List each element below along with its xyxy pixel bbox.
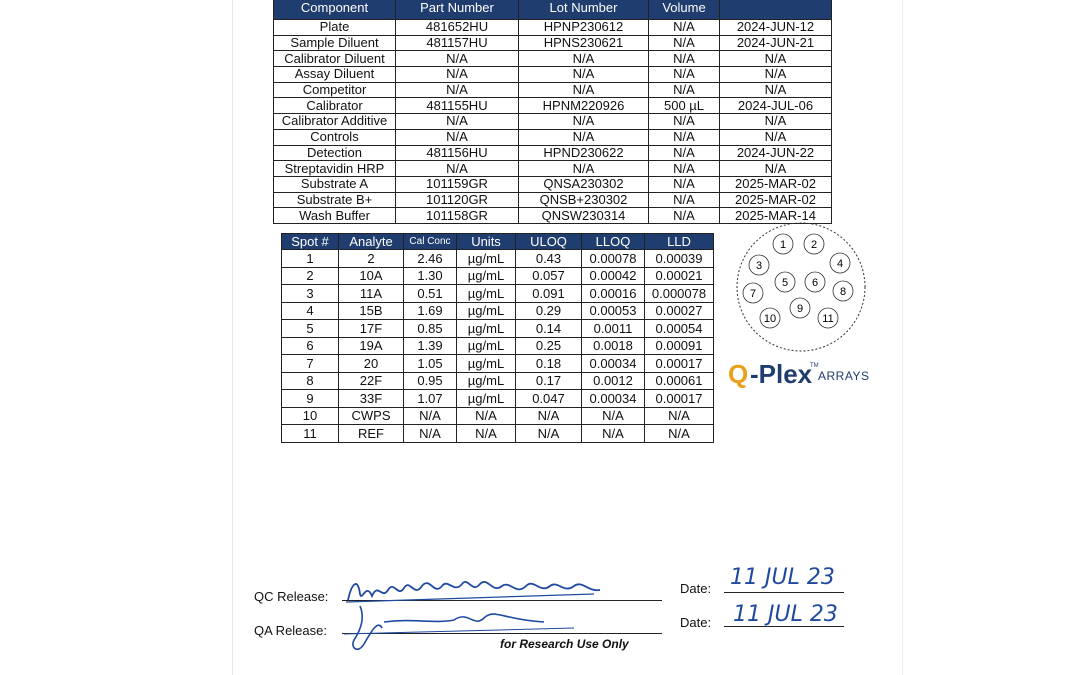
research-use-footer: for Research Use Only bbox=[500, 637, 629, 651]
component-cell: 2025-MAR-14 bbox=[720, 208, 832, 224]
page-right-edge bbox=[902, 0, 903, 675]
component-cell: Streptavidin HRP bbox=[274, 161, 396, 177]
component-cell: N/A bbox=[649, 192, 720, 208]
analyte-cell: µg/mL bbox=[457, 355, 516, 373]
analyte-cell: µg/mL bbox=[457, 250, 516, 268]
analyte-cell: N/A bbox=[457, 407, 516, 425]
component-cell: Sample Diluent bbox=[274, 35, 396, 51]
component-cell: 2024-JUL-06 bbox=[720, 98, 832, 114]
analyte-header-cell: Spot # bbox=[282, 234, 339, 250]
component-row bbox=[274, 35, 832, 51]
analyte-cell: 0.00061 bbox=[645, 372, 714, 390]
analyte-cell: 0.00027 bbox=[645, 302, 714, 320]
component-cell: N/A bbox=[649, 82, 720, 98]
component-cell: N/A bbox=[720, 51, 832, 67]
component-cell: 481155HU bbox=[396, 98, 519, 114]
component-cell: Substrate B+ bbox=[274, 192, 396, 208]
qa-date-handwritten bbox=[733, 597, 843, 629]
component-cell: QNSB+230302 bbox=[519, 192, 649, 208]
q-plex-logo bbox=[728, 359, 888, 389]
analyte-cell: µg/mL bbox=[457, 337, 516, 355]
analyte-header-cell: ULOQ bbox=[516, 234, 582, 250]
component-cell: N/A bbox=[649, 176, 720, 192]
component-cell: N/A bbox=[519, 67, 649, 83]
spot-label: 3 bbox=[755, 260, 763, 272]
analyte-cell: 0.00042 bbox=[582, 267, 645, 285]
qa-date-text: 11 JUL 23 bbox=[733, 602, 838, 627]
analyte-cell: 1.07 bbox=[404, 390, 457, 408]
component-cell: 2024-JUN-12 bbox=[720, 20, 832, 36]
analyte-row bbox=[282, 320, 714, 338]
analyte-cell: 0.0018 bbox=[582, 337, 645, 355]
analyte-row bbox=[282, 337, 714, 355]
component-cell: Controls bbox=[274, 129, 396, 145]
analyte-cell: 20 bbox=[339, 355, 404, 373]
component-cell: 2025-MAR-02 bbox=[720, 176, 832, 192]
analyte-cell: 0.00021 bbox=[645, 267, 714, 285]
analyte-cell: 10A bbox=[339, 267, 404, 285]
analyte-cell: 0.00091 bbox=[645, 337, 714, 355]
analyte-cell: 15B bbox=[339, 302, 404, 320]
component-cell: N/A bbox=[396, 67, 519, 83]
spot-label: 6 bbox=[811, 277, 819, 289]
component-cell: N/A bbox=[519, 82, 649, 98]
analyte-cell: 6 bbox=[282, 337, 339, 355]
date-label-2: Date: bbox=[680, 615, 712, 630]
analyte-cell: µg/mL bbox=[457, 390, 516, 408]
logo-arrays: ARRAYS bbox=[818, 369, 870, 383]
analyte-row bbox=[282, 250, 714, 268]
qa-release-label: QA Release: bbox=[254, 623, 327, 638]
component-cell: Plate bbox=[274, 20, 396, 36]
logo-plex: -Plex bbox=[750, 359, 813, 389]
spot-label: 8 bbox=[839, 286, 847, 298]
qa-signature bbox=[344, 600, 584, 660]
analyte-cell: N/A bbox=[404, 425, 457, 443]
component-header-cell: Volume bbox=[649, 0, 720, 20]
qc-release-label: QC Release: bbox=[254, 589, 329, 604]
component-row bbox=[274, 98, 832, 114]
date-label-1: Date: bbox=[680, 581, 712, 596]
analyte-cell: 0.00016 bbox=[582, 285, 645, 303]
page-left-edge bbox=[232, 0, 233, 675]
component-cell: N/A bbox=[649, 51, 720, 67]
analyte-cell: CWPS bbox=[339, 407, 404, 425]
component-cell: N/A bbox=[720, 82, 832, 98]
component-cell: N/A bbox=[519, 129, 649, 145]
analyte-row bbox=[282, 425, 714, 443]
analyte-cell: 1 bbox=[282, 250, 339, 268]
spot-layout-diagram bbox=[730, 222, 872, 352]
component-cell: Calibrator Diluent bbox=[274, 51, 396, 67]
component-cell: N/A bbox=[649, 145, 720, 161]
analyte-cell: µg/mL bbox=[457, 372, 516, 390]
component-row bbox=[274, 114, 832, 130]
analyte-cell: 10 bbox=[282, 407, 339, 425]
component-cell: N/A bbox=[649, 67, 720, 83]
component-row bbox=[274, 82, 832, 98]
component-row bbox=[274, 176, 832, 192]
component-cell: Calibrator Additive bbox=[274, 114, 396, 130]
component-cell: HPNS230621 bbox=[519, 35, 649, 51]
analyte-header-cell: Units bbox=[457, 234, 516, 250]
analyte-cell: 0.18 bbox=[516, 355, 582, 373]
component-cell: N/A bbox=[396, 129, 519, 145]
analyte-row bbox=[282, 390, 714, 408]
component-row bbox=[274, 192, 832, 208]
analyte-header-cell: LLOQ bbox=[582, 234, 645, 250]
analyte-cell: 0.95 bbox=[404, 372, 457, 390]
component-cell: QNSW230314 bbox=[519, 208, 649, 224]
spot-label: 7 bbox=[749, 288, 757, 300]
component-cell: Substrate A bbox=[274, 176, 396, 192]
analyte-row bbox=[282, 407, 714, 425]
analyte-cell: 0.000078 bbox=[645, 285, 714, 303]
analyte-cell: 0.51 bbox=[404, 285, 457, 303]
analyte-cell: 0.00034 bbox=[582, 390, 645, 408]
analyte-cell: 0.00034 bbox=[582, 355, 645, 373]
spot-label: 10 bbox=[763, 313, 777, 325]
component-cell: Calibrator bbox=[274, 98, 396, 114]
component-cell: 101158GR bbox=[396, 208, 519, 224]
analyte-table bbox=[281, 233, 714, 443]
component-cell: 2024-JUN-21 bbox=[720, 35, 832, 51]
analyte-cell: µg/mL bbox=[457, 320, 516, 338]
analyte-cell: 5 bbox=[282, 320, 339, 338]
analyte-cell: 0.0011 bbox=[582, 320, 645, 338]
analyte-cell: 0.0012 bbox=[582, 372, 645, 390]
component-cell: QNSA230302 bbox=[519, 176, 649, 192]
analyte-cell: 33F bbox=[339, 390, 404, 408]
component-cell: N/A bbox=[720, 129, 832, 145]
component-cell: 481156HU bbox=[396, 145, 519, 161]
component-cell: N/A bbox=[649, 35, 720, 51]
analyte-cell: 0.00078 bbox=[582, 250, 645, 268]
spot-label: 4 bbox=[836, 258, 844, 270]
analyte-cell: 0.091 bbox=[516, 285, 582, 303]
analyte-cell: 3 bbox=[282, 285, 339, 303]
analyte-cell: N/A bbox=[457, 425, 516, 443]
analyte-cell: N/A bbox=[645, 425, 714, 443]
analyte-cell: 0.25 bbox=[516, 337, 582, 355]
component-table-body bbox=[274, 20, 832, 224]
component-cell: N/A bbox=[519, 114, 649, 130]
component-cell: 481652HU bbox=[396, 20, 519, 36]
component-cell: N/A bbox=[649, 161, 720, 177]
spot-label: 11 bbox=[822, 313, 834, 325]
analyte-cell: 0.00017 bbox=[645, 390, 714, 408]
component-cell: N/A bbox=[519, 161, 649, 177]
analyte-cell: 0.00017 bbox=[645, 355, 714, 373]
analyte-cell: 0.17 bbox=[516, 372, 582, 390]
spot-label: 5 bbox=[781, 277, 789, 289]
component-header-cell: Part Number bbox=[396, 0, 519, 20]
analyte-row bbox=[282, 372, 714, 390]
analyte-cell: 11 bbox=[282, 425, 339, 443]
analyte-cell: 1.69 bbox=[404, 302, 457, 320]
analyte-cell: 11A bbox=[339, 285, 404, 303]
analyte-cell: 2 bbox=[339, 250, 404, 268]
component-cell: HPND230622 bbox=[519, 145, 649, 161]
analyte-cell: N/A bbox=[404, 407, 457, 425]
component-row bbox=[274, 145, 832, 161]
analyte-cell: 1.39 bbox=[404, 337, 457, 355]
component-cell: 500 µL bbox=[649, 98, 720, 114]
spot-group bbox=[743, 234, 853, 328]
analyte-cell: 0.00054 bbox=[645, 320, 714, 338]
analyte-cell: N/A bbox=[582, 425, 645, 443]
analyte-cell: N/A bbox=[645, 407, 714, 425]
analyte-cell: N/A bbox=[516, 425, 582, 443]
analyte-header-cell: Cal Conc bbox=[404, 234, 457, 250]
analyte-cell: µg/mL bbox=[457, 267, 516, 285]
component-cell: N/A bbox=[396, 82, 519, 98]
component-cell: 2024-JUN-22 bbox=[720, 145, 832, 161]
qc-date-text: 11 JUL 23 bbox=[730, 565, 835, 590]
analyte-cell: 0.00039 bbox=[645, 250, 714, 268]
component-cell: N/A bbox=[396, 51, 519, 67]
qc-date-line bbox=[724, 592, 844, 593]
component-cell: Assay Diluent bbox=[274, 67, 396, 83]
analyte-cell: 2.46 bbox=[404, 250, 457, 268]
component-cell: N/A bbox=[519, 51, 649, 67]
component-cell: 101159GR bbox=[396, 176, 519, 192]
analyte-header-cell: LLD bbox=[645, 234, 714, 250]
analyte-cell: 17F bbox=[339, 320, 404, 338]
component-cell: HPNM220926 bbox=[519, 98, 649, 114]
component-row bbox=[274, 67, 832, 83]
component-cell: N/A bbox=[649, 129, 720, 145]
analyte-cell: µg/mL bbox=[457, 285, 516, 303]
component-cell: N/A bbox=[720, 161, 832, 177]
logo-tm: TM bbox=[810, 363, 819, 369]
analyte-header-cell: Analyte bbox=[339, 234, 404, 250]
analyte-cell: 1.05 bbox=[404, 355, 457, 373]
analyte-cell: 19A bbox=[339, 337, 404, 355]
analyte-cell: 1.30 bbox=[404, 267, 457, 285]
component-cell: N/A bbox=[720, 114, 832, 130]
component-header-cell: Component bbox=[274, 0, 396, 20]
component-cell: 101120GR bbox=[396, 192, 519, 208]
analyte-row bbox=[282, 302, 714, 320]
analyte-table-body bbox=[282, 250, 714, 443]
analyte-cell: 0.29 bbox=[516, 302, 582, 320]
component-cell: 481157HU bbox=[396, 35, 519, 51]
analyte-cell: 0.057 bbox=[516, 267, 582, 285]
analyte-cell: 0.43 bbox=[516, 250, 582, 268]
component-cell: N/A bbox=[396, 114, 519, 130]
component-cell: Wash Buffer bbox=[274, 208, 396, 224]
component-row bbox=[274, 20, 832, 36]
spot-label: 1 bbox=[779, 239, 787, 251]
analyte-cell: 4 bbox=[282, 302, 339, 320]
component-row bbox=[274, 51, 832, 67]
analyte-cell: 0.85 bbox=[404, 320, 457, 338]
analyte-cell: 22F bbox=[339, 372, 404, 390]
logo-q: Q bbox=[728, 359, 749, 389]
analyte-cell: N/A bbox=[582, 407, 645, 425]
analyte-row bbox=[282, 355, 714, 373]
analyte-cell: 8 bbox=[282, 372, 339, 390]
analyte-row bbox=[282, 285, 714, 303]
analyte-row bbox=[282, 267, 714, 285]
component-header-cell bbox=[720, 0, 832, 20]
analyte-table-header bbox=[282, 234, 714, 250]
component-cell: HPNP230612 bbox=[519, 20, 649, 36]
component-cell: Detection bbox=[274, 145, 396, 161]
component-cell: Competitor bbox=[274, 82, 396, 98]
analyte-cell: µg/mL bbox=[457, 302, 516, 320]
spot-label: 9 bbox=[796, 303, 804, 315]
analyte-cell: 0.047 bbox=[516, 390, 582, 408]
component-header-cell: Lot Number bbox=[519, 0, 649, 20]
component-table-header bbox=[274, 0, 832, 20]
qc-date-handwritten bbox=[730, 562, 835, 592]
spot-label: 2 bbox=[810, 239, 818, 251]
analyte-cell: 2 bbox=[282, 267, 339, 285]
component-cell: N/A bbox=[649, 20, 720, 36]
component-cell: N/A bbox=[649, 114, 720, 130]
component-cell: 2025-MAR-02 bbox=[720, 192, 832, 208]
component-table bbox=[273, 0, 832, 224]
analyte-cell: 7 bbox=[282, 355, 339, 373]
analyte-cell: REF bbox=[339, 425, 404, 443]
analyte-cell: N/A bbox=[516, 407, 582, 425]
component-cell: N/A bbox=[396, 161, 519, 177]
analyte-cell: 9 bbox=[282, 390, 339, 408]
component-row bbox=[274, 129, 832, 145]
analyte-cell: 0.14 bbox=[516, 320, 582, 338]
analyte-cell: 0.00053 bbox=[582, 302, 645, 320]
component-cell: N/A bbox=[720, 67, 832, 83]
component-row bbox=[274, 161, 832, 177]
component-cell: N/A bbox=[649, 208, 720, 224]
